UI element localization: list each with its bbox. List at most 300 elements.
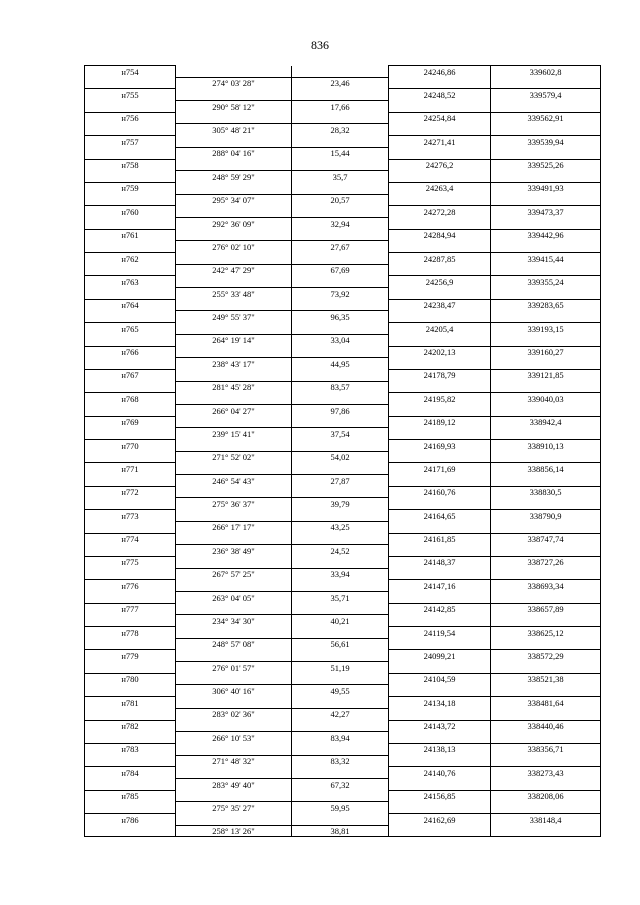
segment-row <box>85 802 601 814</box>
empty-cell <box>292 533 389 545</box>
empty-cell <box>389 521 491 533</box>
x-coordinate-cell: 24272,28 <box>389 206 491 218</box>
point-row <box>85 136 601 148</box>
empty-cell <box>85 521 176 533</box>
distance-cell: 27,67 <box>292 241 389 253</box>
empty-cell <box>292 299 389 311</box>
distance-cell: 44,95 <box>292 358 389 370</box>
empty-cell <box>85 288 176 300</box>
point-row <box>85 440 601 452</box>
y-coordinate-cell: 339121,85 <box>491 369 601 381</box>
distance-cell: 59,95 <box>292 802 389 814</box>
point-row <box>85 393 601 405</box>
empty-cell <box>292 182 389 194</box>
empty-cell <box>176 299 292 311</box>
empty-cell <box>292 112 389 124</box>
empty-cell <box>292 89 389 101</box>
segment-row <box>85 498 601 510</box>
point-name-cell: н780 <box>85 673 176 685</box>
point-name-cell: н769 <box>85 416 176 428</box>
direction-angle-cell: 239° 15' 41" <box>176 428 292 440</box>
segment-row <box>85 381 601 393</box>
empty-cell <box>491 77 601 89</box>
y-coordinate-cell: 338727,26 <box>491 556 601 568</box>
distance-cell: 38,81 <box>292 825 389 837</box>
segment-row <box>85 545 601 557</box>
point-row <box>85 159 601 171</box>
direction-angle-cell: 271° 48' 32" <box>176 755 292 767</box>
y-coordinate-cell: 339539,94 <box>491 136 601 148</box>
distance-cell: 33,94 <box>292 568 389 580</box>
point-row <box>85 486 601 498</box>
segment-row <box>85 778 601 790</box>
segment-row <box>85 615 601 627</box>
distance-cell: 96,35 <box>292 311 389 323</box>
point-row <box>85 627 601 639</box>
direction-angle-cell: 248° 57' 08" <box>176 638 292 650</box>
empty-cell <box>85 451 176 463</box>
empty-cell <box>292 603 389 615</box>
empty-cell <box>176 790 292 802</box>
x-coordinate-cell: 24263,4 <box>389 182 491 194</box>
empty-cell <box>176 229 292 241</box>
empty-cell <box>292 393 389 405</box>
x-coordinate-cell: 24246,86 <box>389 66 491 78</box>
empty-cell <box>491 755 601 767</box>
x-coordinate-cell: 24169,93 <box>389 440 491 452</box>
empty-cell <box>389 451 491 463</box>
point-row <box>85 650 601 662</box>
empty-cell <box>85 568 176 580</box>
empty-cell <box>292 814 389 826</box>
distance-cell: 51,19 <box>292 662 389 674</box>
empty-cell <box>491 638 601 650</box>
empty-cell <box>85 217 176 229</box>
point-row <box>85 556 601 568</box>
empty-cell <box>292 767 389 779</box>
direction-angle-cell: 292° 36' 09" <box>176 217 292 229</box>
empty-cell <box>176 767 292 779</box>
empty-cell <box>389 755 491 767</box>
y-coordinate-cell: 338910,13 <box>491 440 601 452</box>
y-coordinate-cell: 338481,64 <box>491 697 601 709</box>
empty-cell <box>389 662 491 674</box>
empty-cell <box>85 311 176 323</box>
distance-cell: 15,44 <box>292 147 389 159</box>
empty-cell <box>176 627 292 639</box>
empty-cell <box>85 171 176 183</box>
point-name-cell: н762 <box>85 253 176 265</box>
empty-cell <box>292 416 389 428</box>
empty-cell <box>292 697 389 709</box>
y-coordinate-cell: 338693,34 <box>491 580 601 592</box>
distance-cell: 83,94 <box>292 732 389 744</box>
distance-cell: 67,32 <box>292 778 389 790</box>
empty-cell <box>176 580 292 592</box>
empty-cell <box>491 334 601 346</box>
x-coordinate-cell: 24119,54 <box>389 627 491 639</box>
empty-cell <box>292 440 389 452</box>
direction-angle-cell: 234° 34' 30" <box>176 615 292 627</box>
empty-cell <box>389 615 491 627</box>
point-row <box>85 369 601 381</box>
empty-cell <box>292 66 389 78</box>
direction-angle-cell: 283° 02' 36" <box>176 708 292 720</box>
empty-cell <box>389 358 491 370</box>
empty-cell <box>176 743 292 755</box>
x-coordinate-cell: 24171,69 <box>389 463 491 475</box>
empty-cell <box>176 720 292 732</box>
y-coordinate-cell: 338521,38 <box>491 673 601 685</box>
point-name-cell: н757 <box>85 136 176 148</box>
point-name-cell: н764 <box>85 299 176 311</box>
direction-angle-cell: 276° 01' 57" <box>176 662 292 674</box>
distance-cell: 17,66 <box>292 101 389 113</box>
empty-cell <box>389 311 491 323</box>
empty-cell <box>176 486 292 498</box>
y-coordinate-cell: 338356,71 <box>491 743 601 755</box>
empty-cell <box>176 112 292 124</box>
empty-cell <box>389 194 491 206</box>
x-coordinate-cell: 24287,85 <box>389 253 491 265</box>
empty-cell <box>176 814 292 826</box>
x-coordinate-cell: 24099,21 <box>389 650 491 662</box>
y-coordinate-cell: 338747,74 <box>491 533 601 545</box>
coordinates-table-body <box>85 66 601 837</box>
empty-cell <box>176 346 292 358</box>
segment-row <box>85 708 601 720</box>
point-name-cell: н775 <box>85 556 176 568</box>
segment-row <box>85 568 601 580</box>
empty-cell <box>85 662 176 674</box>
segment-row <box>85 521 601 533</box>
empty-cell <box>491 171 601 183</box>
empty-cell <box>491 591 601 603</box>
segment-row <box>85 825 601 837</box>
point-name-cell: н754 <box>85 66 176 78</box>
empty-cell <box>491 311 601 323</box>
x-coordinate-cell: 24189,12 <box>389 416 491 428</box>
point-name-cell: н783 <box>85 743 176 755</box>
empty-cell <box>292 276 389 288</box>
empty-cell <box>389 147 491 159</box>
empty-cell <box>176 440 292 452</box>
empty-cell <box>389 77 491 89</box>
x-coordinate-cell: 24148,37 <box>389 556 491 568</box>
segment-row <box>85 334 601 346</box>
point-name-cell: н763 <box>85 276 176 288</box>
distance-cell: 37,54 <box>292 428 389 440</box>
x-coordinate-cell: 24276,2 <box>389 159 491 171</box>
y-coordinate-cell: 339491,93 <box>491 182 601 194</box>
empty-cell <box>292 556 389 568</box>
empty-cell <box>292 229 389 241</box>
empty-cell <box>85 732 176 744</box>
y-coordinate-cell: 338942,4 <box>491 416 601 428</box>
direction-angle-cell: 288° 04' 16" <box>176 147 292 159</box>
direction-angle-cell: 305° 48' 21" <box>176 124 292 136</box>
empty-cell <box>85 755 176 767</box>
x-coordinate-cell: 24104,59 <box>389 673 491 685</box>
x-coordinate-cell: 24140,76 <box>389 767 491 779</box>
segment-row <box>85 662 601 674</box>
empty-cell <box>491 475 601 487</box>
direction-angle-cell: 267° 57' 25" <box>176 568 292 580</box>
direction-angle-cell: 249° 55' 37" <box>176 311 292 323</box>
empty-cell <box>389 732 491 744</box>
point-row <box>85 533 601 545</box>
empty-cell <box>176 533 292 545</box>
empty-cell <box>85 124 176 136</box>
empty-cell <box>85 615 176 627</box>
empty-cell <box>85 498 176 510</box>
y-coordinate-cell: 338440,46 <box>491 720 601 732</box>
empty-cell <box>85 358 176 370</box>
empty-cell <box>389 591 491 603</box>
point-row <box>85 767 601 779</box>
empty-cell <box>389 288 491 300</box>
empty-cell <box>85 825 176 837</box>
empty-cell <box>491 615 601 627</box>
y-coordinate-cell: 339283,65 <box>491 299 601 311</box>
x-coordinate-cell: 24195,82 <box>389 393 491 405</box>
empty-cell <box>85 264 176 276</box>
empty-cell <box>491 241 601 253</box>
empty-cell <box>491 568 601 580</box>
empty-cell <box>389 171 491 183</box>
distance-cell: 97,86 <box>292 404 389 416</box>
empty-cell <box>491 124 601 136</box>
point-name-cell: н755 <box>85 89 176 101</box>
empty-cell <box>176 510 292 522</box>
point-row <box>85 673 601 685</box>
direction-angle-cell: 290° 58' 12" <box>176 101 292 113</box>
direction-angle-cell: 266° 10' 53" <box>176 732 292 744</box>
empty-cell <box>292 743 389 755</box>
point-row <box>85 89 601 101</box>
empty-cell <box>491 778 601 790</box>
empty-cell <box>389 545 491 557</box>
point-row <box>85 463 601 475</box>
segment-row <box>85 685 601 697</box>
empty-cell <box>389 638 491 650</box>
empty-cell <box>389 498 491 510</box>
empty-cell <box>491 662 601 674</box>
empty-cell <box>292 159 389 171</box>
empty-cell <box>176 159 292 171</box>
y-coordinate-cell: 339473,37 <box>491 206 601 218</box>
empty-cell <box>176 463 292 475</box>
empty-cell <box>491 288 601 300</box>
point-name-cell: н782 <box>85 720 176 732</box>
distance-cell: 83,32 <box>292 755 389 767</box>
point-name-cell: н774 <box>85 533 176 545</box>
point-name-cell: н779 <box>85 650 176 662</box>
empty-cell <box>85 475 176 487</box>
empty-cell <box>176 673 292 685</box>
y-coordinate-cell: 338208,06 <box>491 790 601 802</box>
point-name-cell: н765 <box>85 323 176 335</box>
x-coordinate-cell: 24202,13 <box>389 346 491 358</box>
empty-cell <box>85 381 176 393</box>
y-coordinate-cell: 338572,29 <box>491 650 601 662</box>
empty-cell <box>491 732 601 744</box>
point-row <box>85 112 601 124</box>
distance-cell: 32,94 <box>292 217 389 229</box>
x-coordinate-cell: 24161,85 <box>389 533 491 545</box>
direction-angle-cell: 295° 34' 07" <box>176 194 292 206</box>
point-name-cell: н785 <box>85 790 176 802</box>
point-name-cell: н786 <box>85 814 176 826</box>
empty-cell <box>389 381 491 393</box>
point-row <box>85 580 601 592</box>
empty-cell <box>491 825 601 837</box>
empty-cell <box>85 101 176 113</box>
empty-cell <box>389 778 491 790</box>
point-row <box>85 346 601 358</box>
distance-cell: 67,69 <box>292 264 389 276</box>
x-coordinate-cell: 24284,94 <box>389 229 491 241</box>
empty-cell <box>176 276 292 288</box>
empty-cell <box>292 136 389 148</box>
x-coordinate-cell: 24205,4 <box>389 323 491 335</box>
x-coordinate-cell: 24256,9 <box>389 276 491 288</box>
point-row <box>85 416 601 428</box>
empty-cell <box>292 323 389 335</box>
distance-cell: 49,55 <box>292 685 389 697</box>
distance-cell: 27,87 <box>292 475 389 487</box>
x-coordinate-cell: 24164,65 <box>389 510 491 522</box>
point-name-cell: н760 <box>85 206 176 218</box>
empty-cell <box>176 369 292 381</box>
empty-cell <box>491 685 601 697</box>
empty-cell <box>85 591 176 603</box>
point-row <box>85 603 601 615</box>
segment-row <box>85 358 601 370</box>
y-coordinate-cell: 338657,89 <box>491 603 601 615</box>
y-coordinate-cell: 339442,96 <box>491 229 601 241</box>
point-name-cell: н756 <box>85 112 176 124</box>
y-coordinate-cell: 339602,8 <box>491 66 601 78</box>
x-coordinate-cell: 24143,72 <box>389 720 491 732</box>
empty-cell <box>292 790 389 802</box>
x-coordinate-cell: 24248,52 <box>389 89 491 101</box>
empty-cell <box>491 498 601 510</box>
empty-cell <box>85 428 176 440</box>
y-coordinate-cell: 338830,5 <box>491 486 601 498</box>
empty-cell <box>491 428 601 440</box>
distance-cell: 35,7 <box>292 171 389 183</box>
empty-cell <box>491 545 601 557</box>
x-coordinate-cell: 24160,76 <box>389 486 491 498</box>
distance-cell: 35,71 <box>292 591 389 603</box>
point-row <box>85 299 601 311</box>
empty-cell <box>389 101 491 113</box>
empty-cell <box>389 217 491 229</box>
empty-cell <box>389 264 491 276</box>
point-row <box>85 229 601 241</box>
segment-row <box>85 77 601 89</box>
segment-row <box>85 171 601 183</box>
empty-cell <box>85 404 176 416</box>
distance-cell: 83,57 <box>292 381 389 393</box>
x-coordinate-cell: 24142,85 <box>389 603 491 615</box>
direction-angle-cell: 255° 33' 48" <box>176 288 292 300</box>
direction-angle-cell: 276° 02' 10" <box>176 241 292 253</box>
empty-cell <box>491 802 601 814</box>
empty-cell <box>176 416 292 428</box>
empty-cell <box>491 264 601 276</box>
empty-cell <box>85 241 176 253</box>
empty-cell <box>85 77 176 89</box>
direction-angle-cell: 275° 36' 37" <box>176 498 292 510</box>
empty-cell <box>85 685 176 697</box>
segment-row <box>85 124 601 136</box>
direction-angle-cell: 264° 19' 14" <box>176 334 292 346</box>
empty-cell <box>389 404 491 416</box>
x-coordinate-cell: 24254,84 <box>389 112 491 124</box>
direction-angle-cell: 283° 49' 40" <box>176 778 292 790</box>
coordinates-table <box>84 65 601 837</box>
segment-row <box>85 451 601 463</box>
empty-cell <box>85 778 176 790</box>
empty-cell <box>292 580 389 592</box>
empty-cell <box>389 802 491 814</box>
distance-cell: 42,27 <box>292 708 389 720</box>
empty-cell <box>176 89 292 101</box>
empty-cell <box>491 101 601 113</box>
empty-cell <box>176 556 292 568</box>
direction-angle-cell: 246° 54' 43" <box>176 475 292 487</box>
empty-cell <box>389 825 491 837</box>
empty-cell <box>176 697 292 709</box>
segment-row <box>85 404 601 416</box>
distance-cell: 24,52 <box>292 545 389 557</box>
empty-cell <box>292 720 389 732</box>
empty-cell <box>176 136 292 148</box>
segment-row <box>85 147 601 159</box>
point-row <box>85 253 601 265</box>
y-coordinate-cell: 339579,4 <box>491 89 601 101</box>
empty-cell <box>85 708 176 720</box>
empty-cell <box>491 194 601 206</box>
empty-cell <box>292 346 389 358</box>
point-name-cell: н768 <box>85 393 176 405</box>
x-coordinate-cell: 24271,41 <box>389 136 491 148</box>
point-name-cell: н770 <box>85 440 176 452</box>
segment-row <box>85 591 601 603</box>
empty-cell <box>389 241 491 253</box>
point-name-cell: н767 <box>85 369 176 381</box>
y-coordinate-cell: 338273,43 <box>491 767 601 779</box>
segment-row <box>85 755 601 767</box>
empty-cell <box>389 334 491 346</box>
direction-angle-cell: 263° 04' 05" <box>176 591 292 603</box>
empty-cell <box>85 194 176 206</box>
empty-cell <box>389 124 491 136</box>
x-coordinate-cell: 24238,47 <box>389 299 491 311</box>
direction-angle-cell: 248° 59' 29" <box>176 171 292 183</box>
empty-cell <box>491 358 601 370</box>
direction-angle-cell: 266° 04' 27" <box>176 404 292 416</box>
empty-cell <box>491 381 601 393</box>
y-coordinate-cell: 339562,91 <box>491 112 601 124</box>
empty-cell <box>389 475 491 487</box>
point-name-cell: н759 <box>85 182 176 194</box>
y-coordinate-cell: 338790,9 <box>491 510 601 522</box>
empty-cell <box>491 147 601 159</box>
point-name-cell: н773 <box>85 510 176 522</box>
